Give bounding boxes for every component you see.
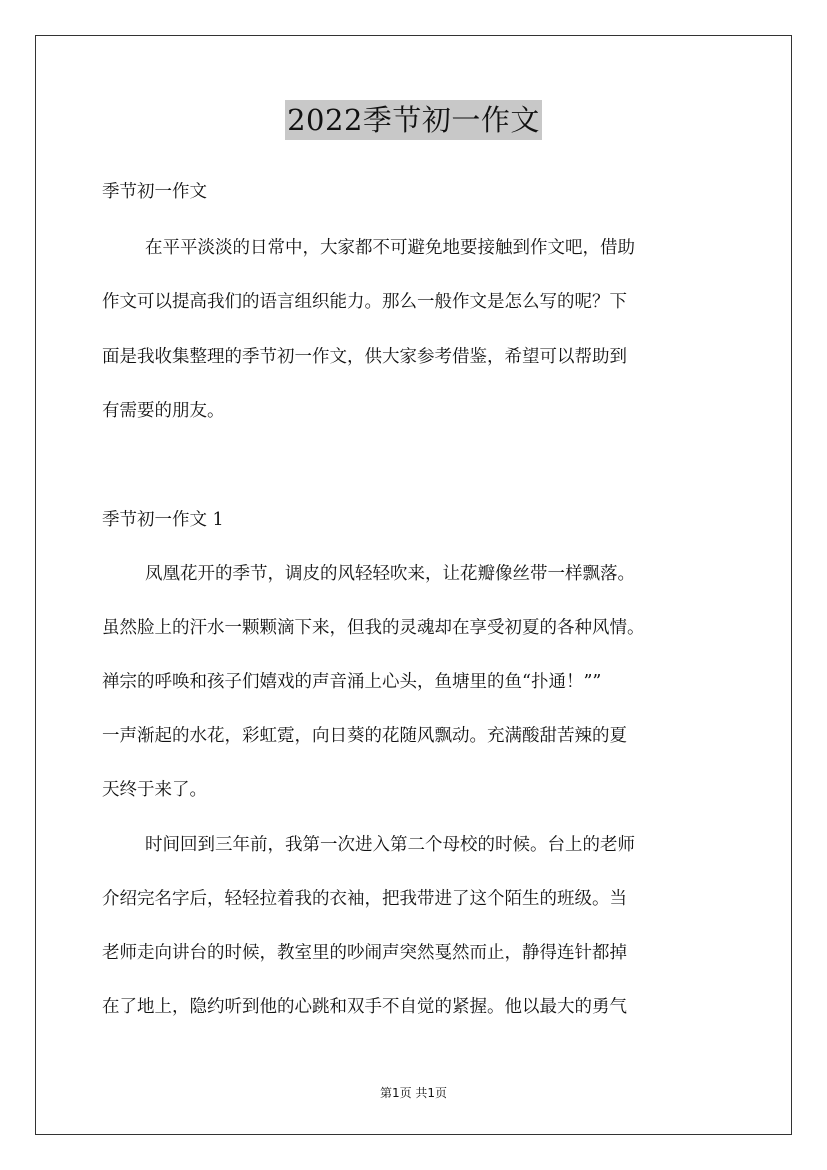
paragraph-line: 一声渐起的水花，彩虹霓，向日葵的花随风飘动。充满酸甜苦辣的夏	[102, 726, 627, 746]
paragraph-line: 在了地上，隐约听到他的心跳和双手不自觉的紧握。他以最大的勇气	[102, 997, 627, 1017]
paragraph-line: 凤凰花开的季节，调皮的风轻轻吹来，让花瓣像丝带一样飘落。	[145, 564, 635, 584]
paragraph-line: 天终于来了。	[102, 780, 207, 800]
paragraph-line: 时间回到三年前，我第一次进入第二个母校的时候。台上的老师	[145, 835, 635, 855]
paragraph-line: 在平平淡淡的日常中，大家都不可避免地要接触到作文吧，借助	[145, 238, 635, 258]
section-heading: 季节初一作文	[102, 182, 207, 202]
title-container	[0, 100, 827, 140]
document-title: 2022季节初一作文	[285, 100, 542, 140]
paragraph-line: 介绍完名字后，轻轻拉着我的衣袖，把我带进了这个陌生的班级。当	[102, 889, 627, 909]
paragraph-line: 虽然脸上的汗水一颗颗滴下来，但我的灵魂却在享受初夏的各种风情。	[102, 618, 645, 638]
paragraph-line: 禅宗的呼唤和孩子们嬉戏的声音涌上心头，鱼塘里的鱼“扑通！””	[102, 672, 602, 692]
paragraph-line: 老师走向讲台的时候，教室里的吵闹声突然戛然而止，静得连针都掉	[102, 943, 627, 963]
section-heading: 季节初一作文 1	[102, 510, 224, 530]
paragraph-line: 有需要的朋友。	[102, 401, 225, 421]
page-footer: 第1页 共1页	[379, 1086, 448, 1100]
paragraph-line: 面是我收集整理的季节初一作文，供大家参考借鉴，希望可以帮助到	[102, 347, 627, 367]
paragraph-line: 作文可以提高我们的语言组织能力。那么一般作文是怎么写的呢？下	[102, 292, 627, 312]
